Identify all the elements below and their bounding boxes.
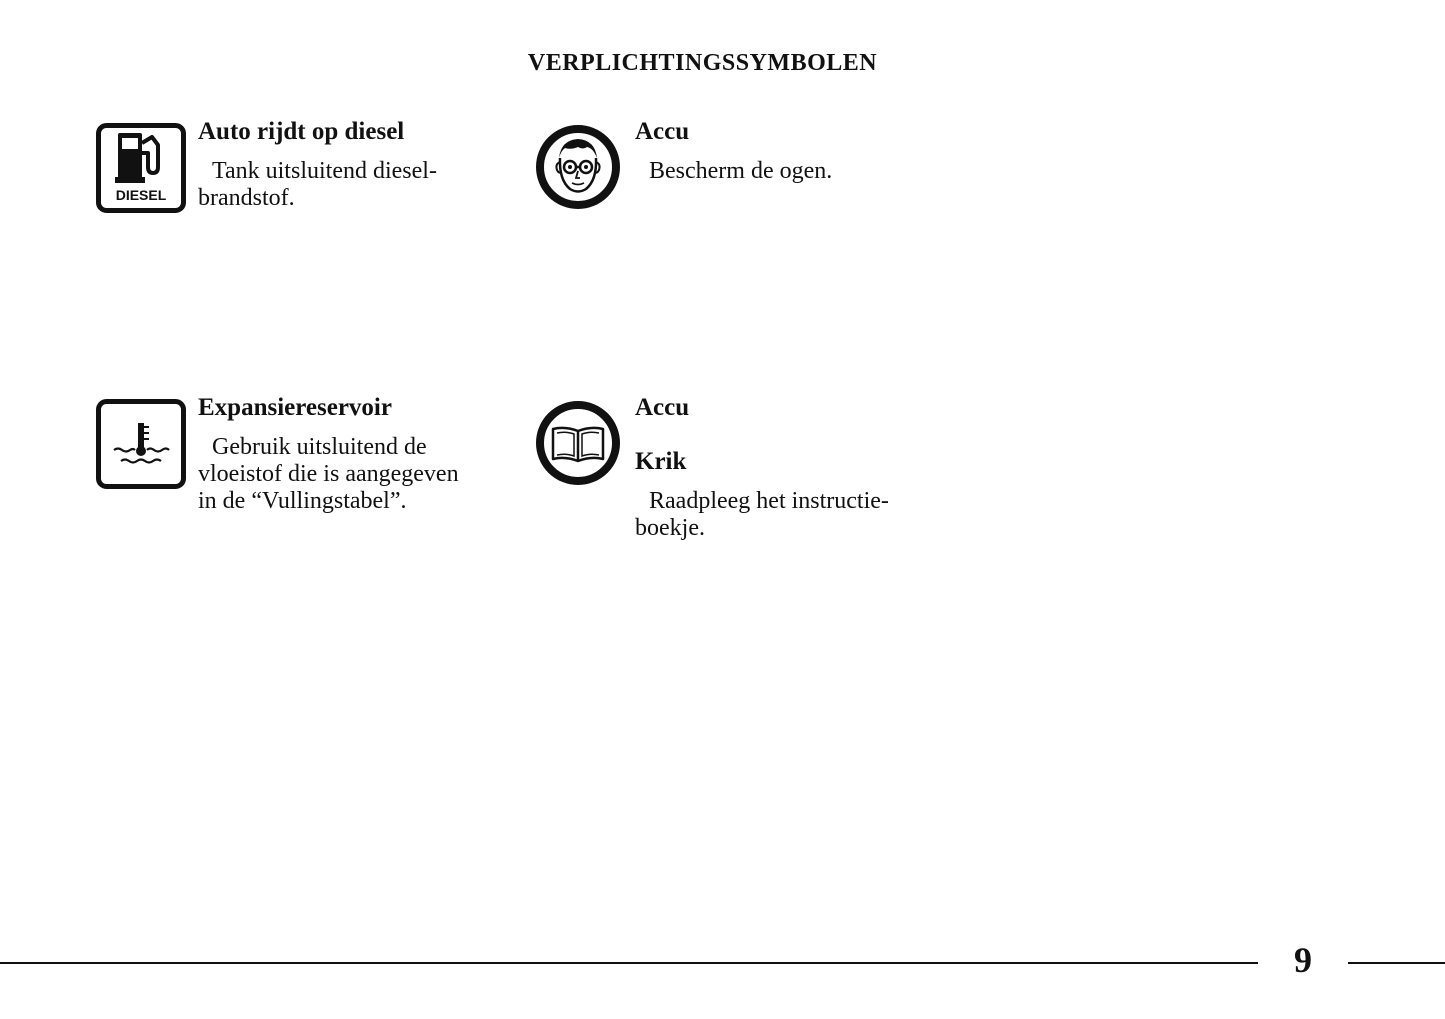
page-title: VERPLICHTINGSSYMBOLEN — [527, 50, 878, 76]
entry-text — [198, 118, 498, 212]
symbol-entry-manual — [535, 394, 955, 554]
entry-text — [198, 394, 518, 515]
entry-body: Bescherm de ogen. — [649, 158, 833, 184]
entry-text — [635, 118, 935, 185]
entry-heading: Accu — [635, 394, 690, 421]
entry-heading: Expansiereservoir — [198, 394, 392, 421]
goggles-face-icon — [535, 124, 621, 214]
entry-heading: Auto rijdt op diesel — [198, 118, 405, 145]
footer-rule-right — [1348, 962, 1445, 964]
symbol-entry-diesel — [96, 118, 516, 228]
symbol-entry-eye-protection — [535, 118, 955, 228]
entry-body: Tank uitsluitend diesel- brandstof. — [198, 158, 437, 211]
entry-body: Gebruik uitsluitend de vloeistof die is aangegeven in de “Vullingstabel”. — [198, 434, 459, 514]
page-number: 9 — [1294, 940, 1312, 980]
entry-heading-secondary: Krik — [635, 448, 687, 475]
coolant-level-icon — [96, 399, 186, 493]
entry-text — [635, 394, 935, 542]
manual-book-icon — [535, 400, 621, 490]
diesel-icon-label: DIESEL — [115, 187, 167, 203]
footer-rule-left — [0, 962, 1258, 964]
entry-heading: Accu — [635, 118, 690, 145]
entry-body: Raadpleeg het instructie- boekje. — [635, 488, 889, 541]
symbol-entry-coolant — [96, 394, 516, 524]
diesel-pump-icon — [96, 123, 186, 217]
